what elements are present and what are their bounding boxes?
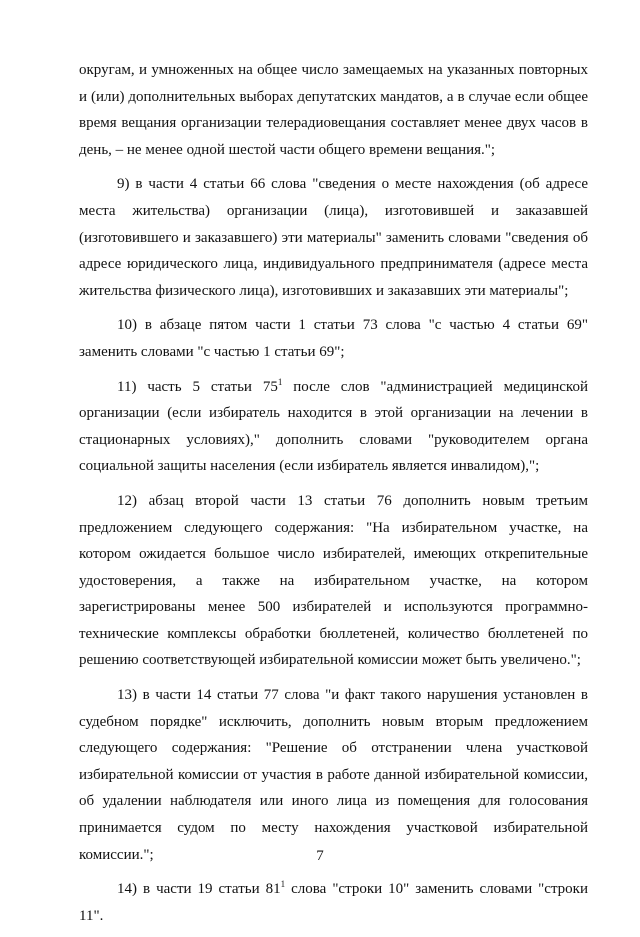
paragraph-continuation: округам, и умноженных на общее число замещаемых на указанных повторных и (или) дополнительных выборах депутатских мандатов, а в случае если общее время вещания организации телерадиовещания составляет менее двух часов в день, – не менее одной шестой части общего времени вещания."; xyxy=(79,62,588,158)
paragraph-item-14-lead: 14) в части 19 статьи 81 xyxy=(117,881,281,898)
document-body xyxy=(79,57,588,937)
paragraph-item-13: 13) в части 14 статьи 77 слова "и факт такого нарушения установлен в судебном порядке" исключить, дополнить новым вторым предложением следующего содержания: "Решение об отстранении члена участковой избирательной комиссии от участия в работе данной избирательной комиссии, об удалении наблюдателя или иного лица из помещения для голосования принимается судом по месту нахождения участковой избирательной комиссии."; xyxy=(79,687,588,863)
paragraph-item-11 xyxy=(79,374,588,480)
paragraph-item-12: 12) абзац второй части 13 статьи 76 дополнить новым третьим предложением следующего содержания: "На избирательном участке, на котором ожидается большое число избирателей, имеющих открепительные удостоверения, а также на избирательном участке, на котором зарегистрированы менее 500 избирателей и используются программно-технические комплексы обработки бюллетеней, количество бюллетеней по решению соответствующей избирательной комиссии может быть увеличено."; xyxy=(79,492,588,669)
paragraph-item-11-lead: 11) часть 5 статьи 75 xyxy=(117,378,278,395)
paragraph-item-14 xyxy=(79,876,588,929)
paragraph-item-9: 9) в части 4 статьи 66 слова "сведения о месте нахождения (об адресе места жительства) организации (лица), изготовившей и заказавшей (изготовившего и заказавшего) эти материалы" заменить словами "сведения об адресе юридического лица, индивидуального предпринимателя (адресе места жительства физического лица), изготовивших и заказавших эти материалы"; xyxy=(79,176,588,299)
superscript: 1 xyxy=(280,879,286,890)
page-number: 7 xyxy=(316,848,324,864)
superscript: 1 xyxy=(277,376,283,387)
paragraph-item-14-rest: слова "строки 10" заменить словами "строки 11". xyxy=(79,881,588,924)
paragraph-item-11-rest: после слов "администрацией медицинской организации (если избиратель находится в этой организации на лечении в стационарных условиях)," дополнить словами "руководителем органа социальной защиты населения (если избиратель является инвалидом),"; xyxy=(79,378,588,475)
paragraph-item-10: 10) в абзаце пятом части 1 статьи 73 слова "с частью 4 статьи 69" заменить словами "с частью 1 статьи 69"; xyxy=(79,317,588,360)
